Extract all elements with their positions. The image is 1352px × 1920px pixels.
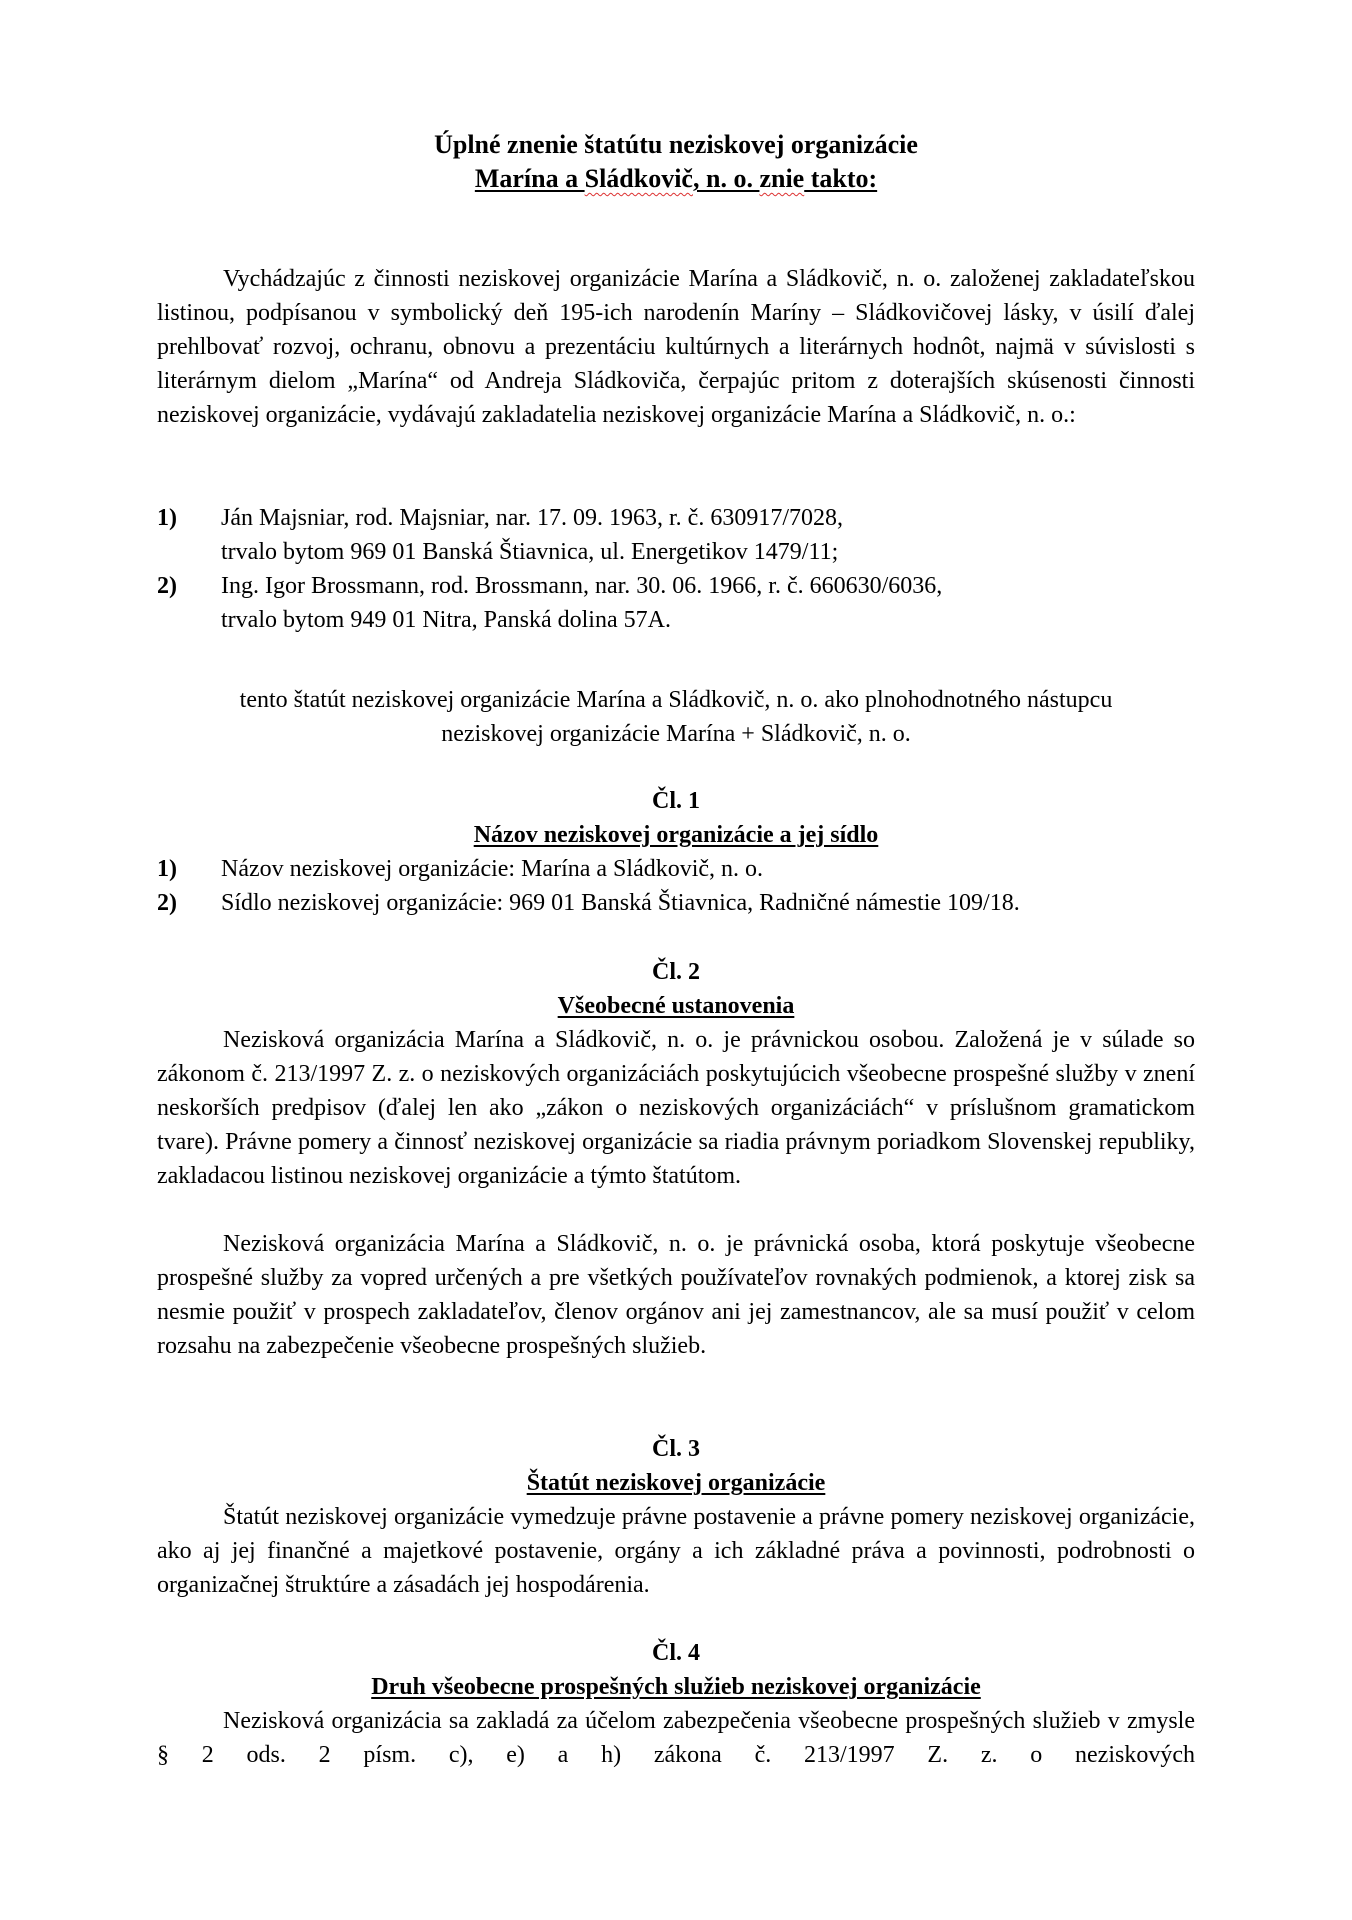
article-paragraph: Nezisková organizácia Marína a Sládkovič, n. o. je právnickou osobou. Založená je v súlade so zákonom č. 213/1997 Z. z. o neziskových organizáciách poskytujúcich všeobecne prospešné služby v znení neskorších predpisov (ďalej len ako „zákon o neziskových organizáciách“ v príslušnom gramatickom tvare). Právne pomery a činnosť neziskovej organizácie sa riadia právnym poriadkom Slovenskej republiky, zakladacou listinou neziskovej organizácie a týmto štatútom.	[157, 1027, 1195, 1189]
subtitle-part: takto:	[804, 164, 878, 193]
list-number: 1)	[157, 505, 177, 531]
founder-item	[157, 501, 1195, 569]
article-paragraph: Nezisková organizácia sa zakladá za účelom zabezpečenia všeobecne prospešných služieb v zmysle § 2 ods. 2 písm. c), e) a h) zákona č. 213/1997 Z. z. o neziskových	[157, 1708, 1195, 1768]
article-title	[157, 1670, 1195, 1704]
intro-paragraph: Vychádzajúc z činnosti neziskovej organizácie Marína a Sládkovič, n. o. založenej zakladateľskou listinou, podpísanou v symbolický deň 195-ich narodenín Maríny – Sládkovičovej lásky, v úsilí ďalej prehlbovať rozvoj, ochranu, obnovu a prezentáciu kultúrnych a literárnych hodnôt, najmä v súvislosti s literárnym dielom „Marína“ od Andreja Sládkoviča, čerpajúc pritom z doterajších skúsenosti činnosti neziskovej organizácie, vydávajú zakladatelia neziskovej organizácie Marína a Sládkovič, n. o.:	[157, 266, 1195, 428]
statement-line: tento štatút neziskovej organizácie Marína a Sládkovič, n. o. ako plnohodnotného nástupcu	[239, 687, 1113, 713]
article-number: Čl. 3	[652, 1436, 700, 1462]
founder-line: Ing. Igor Brossmann, rod. Brossmann, nar. 30. 06. 1966, r. č. 660630/6036,	[221, 573, 943, 599]
article-paragraph: Štatút neziskovej organizácie vymedzuje právne postavenie a právne pomery neziskovej organizácie, ako aj jej finančné a majetkové postavenie, orgány a ich základné práva a povinnosti, podrobnosti o organizačnej štruktúre a zásadách jej hospodárenia.	[157, 1504, 1195, 1598]
article-title	[157, 989, 1195, 1023]
founder-address: trvalo bytom 969 01 Banská Štiavnica, ul. Energetikov 1479/11;	[221, 539, 839, 565]
article-number: Čl. 4	[652, 1640, 700, 1666]
list-item-text: Názov neziskovej organizácie: Marína a Sládkovič, n. o.	[221, 856, 764, 882]
article-number: Čl. 2	[652, 959, 700, 985]
list-item	[157, 886, 1195, 920]
article-paragraph: Nezisková organizácia Marína a Sládkovič, n. o. je právnická osoba, ktorá poskytuje všeobecne prospešné služby za vopred určených a pre všetkých používateľov rovnakých podmienok, a ktorej zisk sa nesmie použiť v prospech zakladateľov, členov orgánov ani jej zamestnancov, ale sa musí použiť v celom rozsahu na zabezpečenie všeobecne prospešných služieb.	[157, 1231, 1195, 1359]
list-item	[157, 852, 1195, 886]
article-title	[157, 818, 1195, 852]
list-number: 2)	[157, 890, 177, 916]
founder-item	[157, 569, 1195, 637]
article-title-text: Všeobecné ustanovenia	[557, 993, 795, 1019]
article-title-text: Názov neziskovej organizácie a jej sídlo	[473, 822, 879, 848]
article-title	[157, 1466, 1195, 1500]
founders-list	[157, 501, 1195, 637]
spellcheck-flagged-word[interactable]: znie	[759, 164, 805, 193]
subtitle-part: , n. o.	[692, 164, 760, 193]
document-subtitle	[157, 162, 1195, 196]
list-item-text: Sídlo neziskovej organizácie: 969 01 Banská Štiavnica, Radničné námestie 109/18.	[221, 890, 1020, 916]
subtitle-part: Marína a	[474, 164, 585, 193]
list-number: 2)	[157, 573, 177, 599]
statement-line: neziskovej organizácie Marína + Sládkovič, n. o.	[441, 721, 911, 747]
founder-address: trvalo bytom 949 01 Nitra, Panská dolina 57A.	[221, 607, 671, 633]
founder-line: Ján Majsniar, rod. Majsniar, nar. 17. 09. 1963, r. č. 630917/7028,	[221, 505, 843, 531]
list-number: 1)	[157, 856, 177, 882]
spellcheck-flagged-word[interactable]: Sládkovič	[584, 164, 693, 193]
article-number: Čl. 1	[652, 788, 700, 814]
article-title-text: Štatút neziskovej organizácie	[526, 1470, 826, 1496]
document-title: Úplné znenie štatútu neziskovej organizácie	[434, 130, 918, 159]
article-title-text: Druh všeobecne prospešných služieb neziskovej organizácie	[371, 1674, 981, 1700]
article-1-list	[157, 852, 1195, 920]
